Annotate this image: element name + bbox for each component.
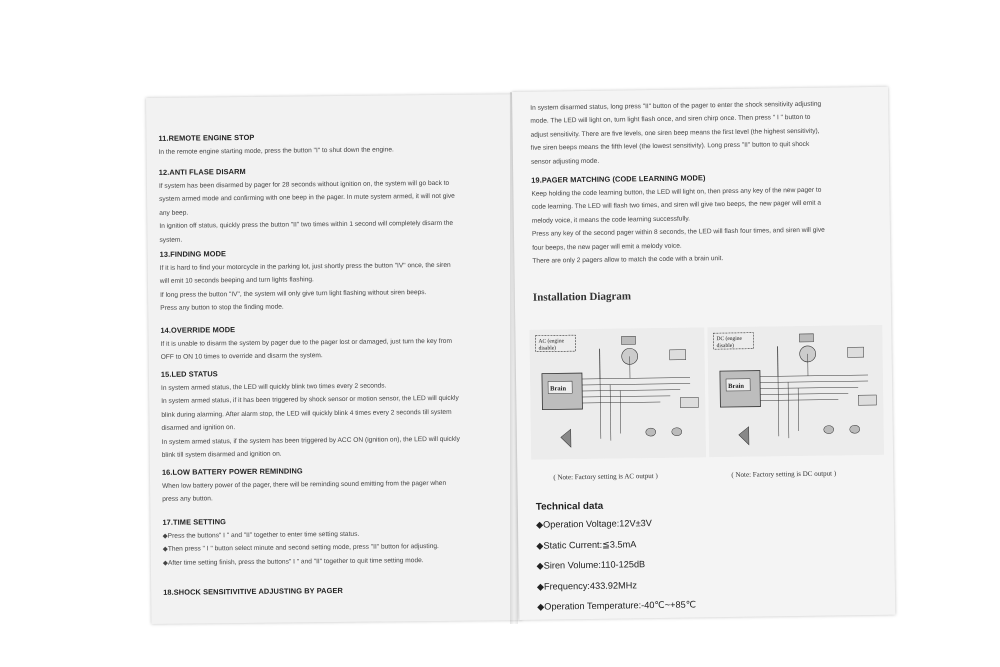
diagram-dc-brain-label: Brain — [728, 382, 745, 391]
section-line: will emit 10 seconds beeping and turn lights flashing. — [159, 276, 314, 286]
pager-matching-line: Press any key of the second pager within 8 seconds, the LED will flash four times, and siren will give — [531, 226, 825, 238]
diagram-ac-tag-line1: AC (engine — [538, 338, 565, 345]
pager-matching-line: melody voice, it means the code learning successfully. — [531, 215, 691, 225]
section-line: system armed mode and confirming with one beep in the pager. In mute system armed, it will not give — [159, 193, 455, 204]
right-page — [512, 87, 895, 620]
left-section-4 — [160, 322, 520, 365]
section-line: Press any button to stop the finding mode. — [160, 303, 284, 313]
left-section-8 — [163, 584, 521, 600]
technical-data-item: ◆Frequency:433.92MHz — [536, 579, 637, 592]
diagram-ac-note: ( Note: Factory setting is AC output ) — [553, 472, 658, 482]
section-line: system. — [159, 236, 183, 244]
section-line: any beep. — [159, 209, 189, 217]
shock-adjust-continuation — [530, 97, 871, 169]
section-line: In the remote engine starting mode, press the button "I" to shut down the engine. — [158, 146, 394, 156]
section-line: ◆Press the buttons" I " and "II" together to enter time setting status. — [162, 530, 360, 540]
continuation-line: five siren beeps means the fifth level (the lowest sensitivity). Long press "II" button to quit shock — [530, 141, 810, 152]
section-heading: 11.REMOTE ENGINE STOP — [158, 132, 255, 143]
wiring-diagram-ac — [529, 327, 706, 459]
section-line: blink during alarming. After alarm stop, the LED will quickly blink 4 times every 2 seconds till system — [161, 408, 452, 419]
pager-matching-line: code learning. The LED will flash two times, and siren will give two beeps, the new pager will emit a — [531, 200, 822, 212]
section-line: OFF to ON 10 times to override and disarm the system. — [160, 352, 323, 362]
installation-diagram-title: Installation Diagram — [532, 290, 632, 304]
diagram-ac-tag-line2: disable) — [538, 345, 557, 352]
pager-matching-line: Keep holding the code learning button, the LED will light on, then press any key of the new pager to — [531, 186, 822, 198]
section-line: disarmed and ignition on. — [161, 424, 236, 433]
left-section-6 — [162, 464, 522, 507]
section-heading: 18.SHOCK SENSITIVITIVE ADJUSTING BY PAGER — [163, 585, 343, 597]
section-line: When low battery power of the pager, there will be reminding sound emitting from the pager when — [162, 479, 447, 490]
left-section-2 — [159, 164, 520, 247]
continuation-line: adjust sensitivity. There are five levels, one siren beep means the first level (the highest sensitivity), — [530, 127, 820, 139]
section-line: If long press the button "IV", the system will only give turn light flashing without siren beeps. — [160, 288, 427, 299]
continuation-line: In system disarmed status, long press "II" button of the pager to enter the shock sensitivity adjusting — [530, 100, 822, 112]
diagram-dc-tag-line1: DC (engine — [716, 335, 743, 343]
section-line: In ignition off status, quickly press the button "II" two times within 1 second will completely disarm the — [159, 220, 454, 231]
section-line: If it is hard to find your motorcycle in the parking lot, just shortly press the button "IV" once, the siren — [159, 261, 451, 272]
left-section-1 — [158, 130, 518, 159]
left-section-7 — [162, 514, 521, 570]
technical-data-heading: Technical data — [535, 500, 604, 513]
section-heading: 16.LOW BATTERY POWER REMINDING — [161, 466, 303, 477]
section-line: ◆After time setting finish, press the buttons" I " and "II" together to quit time setting mode. — [162, 556, 424, 567]
left-page — [146, 94, 521, 624]
section-heading: 17.TIME SETTING — [162, 517, 227, 527]
continuation-line: sensor adjusting mode. — [530, 157, 600, 166]
left-page-content — [146, 94, 516, 597]
section-heading: 14.OVERRIDE MODE — [160, 325, 236, 335]
diagram-ac-brain-label: Brain — [550, 385, 567, 393]
section-line: If it is unable to disarm the system by pager due to the pager lost or damaged, just turn the key from — [160, 337, 452, 348]
technical-data-item: ◆Siren Volume:110-125dB — [536, 559, 646, 571]
section-line: blink till system disarmed and ignition on. — [161, 450, 282, 459]
pager-matching-line: four beeps, the new pager will emit a melody voice. — [532, 242, 682, 252]
diagram-dc-note: ( Note: Factory setting is DC output ) — [731, 469, 837, 479]
pager-matching-heading: 19.PAGER MATCHING (CODE LEARNING MODE) — [531, 173, 706, 185]
section-line: If system has been disarmed by pager for 28 seconds without ignition on, the system will go back to — [158, 179, 450, 190]
installation-title-wrap — [533, 287, 873, 304]
continuation-line: mode. The LED will light on, turn light flash once, and siren chirp once. Then press " I " button to — [530, 114, 811, 126]
section-line: press any button. — [162, 495, 213, 504]
section-line: In system armed status, the LED will quickly blink two times every 2 seconds. — [161, 382, 387, 392]
section-heading: 15.LED STATUS — [160, 369, 218, 379]
technical-data-item: ◆Operation Temperature:-40℃~+85℃ — [537, 599, 697, 612]
technical-data-item: ◆Static Current:≦3.5mA — [536, 538, 637, 551]
section-line: In system armed status, if it has been triggered by shock sensor or motion sensor, the LED will quickly — [161, 395, 459, 406]
left-section-3 — [160, 246, 521, 315]
left-section-5 — [161, 366, 522, 462]
section-heading: 12.ANTI FLASE DISARM — [158, 166, 246, 177]
section-heading: 13.FINDING MODE — [159, 249, 227, 259]
technical-data-section — [536, 497, 878, 617]
pager-matching-line: There are only 2 pagers allow to match the code with a brain unit. — [532, 255, 724, 265]
pager-matching-section — [531, 171, 872, 268]
section-line: ◆Then press " I " button select minute and second setting mode, press "II" button for adjusting. — [162, 543, 439, 554]
diagram-dc-tag-line2: disable) — [716, 342, 735, 350]
section-line: In system armed status, if the system has been triggered by ACC ON (ignition on), the LED will quickly — [161, 435, 460, 446]
technical-data-item: ◆Operation Voltage:12V±3V — [535, 518, 652, 530]
wiring-diagram-dc — [707, 325, 884, 457]
